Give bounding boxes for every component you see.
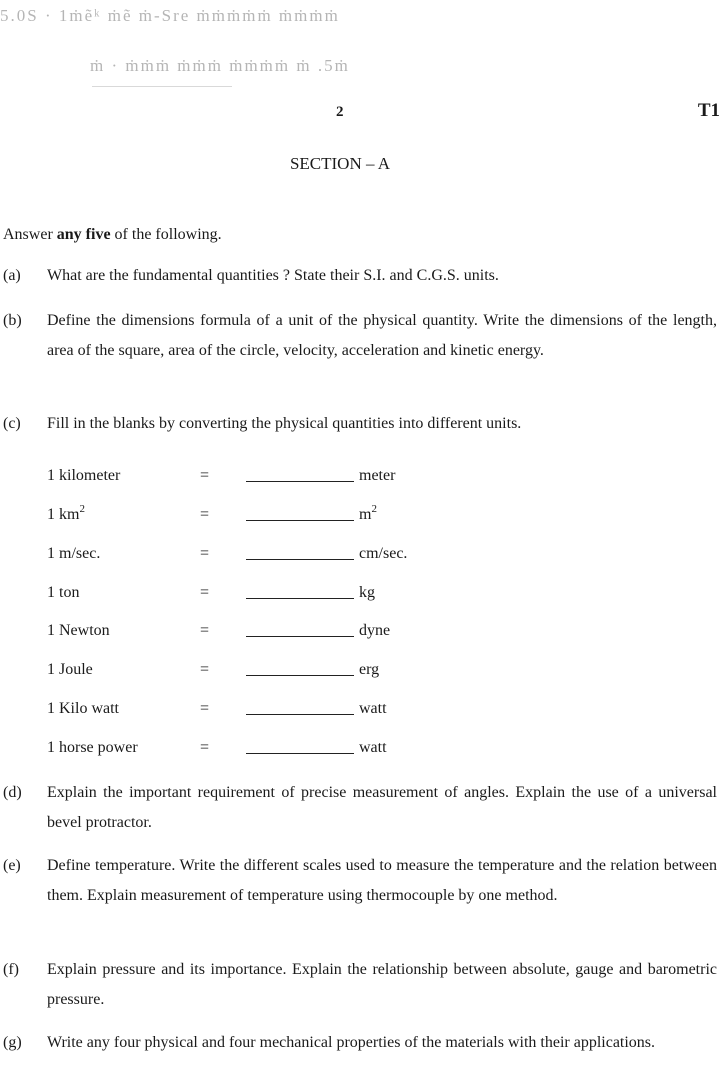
exponent: 2 (79, 503, 85, 515)
conversion-unit: cm/sec. (359, 545, 408, 562)
question-b (3, 306, 717, 366)
conversion-unit: erg (359, 661, 380, 678)
conversion-unit: watt (359, 700, 387, 717)
conversion-quantity: 1 ton (47, 584, 80, 601)
question-text: Explain pressure and its importance. Explain the relationship between absolute, gauge and barometric pressure. (47, 961, 717, 1008)
instruction-emphasis: any five (56, 226, 111, 243)
answer-blank (246, 559, 354, 560)
conversion-unit: kg (359, 584, 375, 601)
question-d (3, 778, 717, 838)
question-a (3, 261, 717, 291)
answer-blank (246, 636, 354, 637)
equals-sign: = (200, 506, 210, 523)
question-c (3, 409, 717, 439)
instruction (3, 226, 222, 244)
bleed-through-text-second: ṁ · ṁṁṁ ṁṁṁ ṁṁṁṁ ṁ .5ṁ (90, 56, 350, 75)
instruction-prefix: Answer (3, 226, 57, 243)
question-label: (a) (3, 267, 21, 284)
instruction-suffix: of the following. (110, 226, 222, 243)
exponent: 2 (371, 503, 377, 515)
conversion-quantity: 1 $km^2$ (47, 503, 85, 523)
section-title: SECTION – A (289, 154, 391, 173)
equals-sign: = (200, 700, 210, 717)
question-label: (c) (3, 415, 21, 432)
question-label: (d) (3, 784, 22, 801)
bleed-through-rule (92, 86, 232, 87)
answer-blank (246, 714, 354, 715)
equals-sign: = (200, 661, 210, 678)
answer-blank (246, 753, 354, 754)
question-text: Write any four physical and four mechanical properties of the materials with their applications. (47, 1034, 656, 1051)
conversion-quantity: 1 Newton (47, 622, 110, 639)
paper-code: T1 (697, 100, 720, 121)
conversion-quantity: 1 m/sec. (47, 545, 101, 562)
question-label: (e) (3, 857, 21, 874)
answer-blank (246, 520, 354, 521)
answer-blank (246, 675, 354, 676)
question-label: (b) (3, 312, 22, 329)
question-g (3, 1028, 717, 1058)
conversion-unit: meter (359, 467, 396, 484)
equals-sign: = (200, 739, 210, 756)
conversion-quantity: 1 Kilo watt (47, 700, 119, 717)
question-text: Define the dimensions formula of a unit of the physical quantity. Write the dimensions of the length, area of the square, area of the circle, velocity, acceleration and kinetic energy. (47, 312, 717, 359)
question-text: Fill in the blanks by converting the physical quantities into different units. (47, 415, 522, 432)
equals-sign: = (200, 622, 210, 639)
answer-blank (246, 481, 354, 482)
conversion-quantity: 1 horse power (47, 739, 138, 756)
question-e (3, 851, 717, 911)
conversion-quantity: 1 Joule (47, 661, 93, 678)
conversion-unit: $m^2$ (359, 503, 377, 523)
page-number: 2 (336, 104, 344, 120)
answer-blank (246, 598, 354, 599)
question-text: What are the fundamental quantities ? State their S.I. and C.G.S. units. (47, 267, 499, 284)
bleed-through-text-top: 5.0S · 1ṁẽᵏ ṁẽ ṁ-Sre ṁṁṁṁṁ ṁṁṁṁ (0, 6, 340, 25)
conversion-unit: dyne (359, 622, 391, 639)
question-label: (g) (3, 1034, 22, 1051)
conversion-quantity: 1 kilometer (47, 467, 121, 484)
equals-sign: = (200, 545, 210, 562)
conversion-unit: watt (359, 739, 387, 756)
question-text: Explain the important requirement of precise measurement of angles. Explain the use of a universal bevel protractor. (47, 784, 717, 831)
equals-sign: = (200, 467, 210, 484)
question-text: Define temperature. Write the different scales used to measure the temperature and the relation between them. Explain measurement of temperature using thermocouple by one method. (47, 857, 717, 904)
equals-sign: = (200, 584, 210, 601)
question-label: (f) (3, 961, 19, 978)
question-f (3, 955, 717, 1015)
